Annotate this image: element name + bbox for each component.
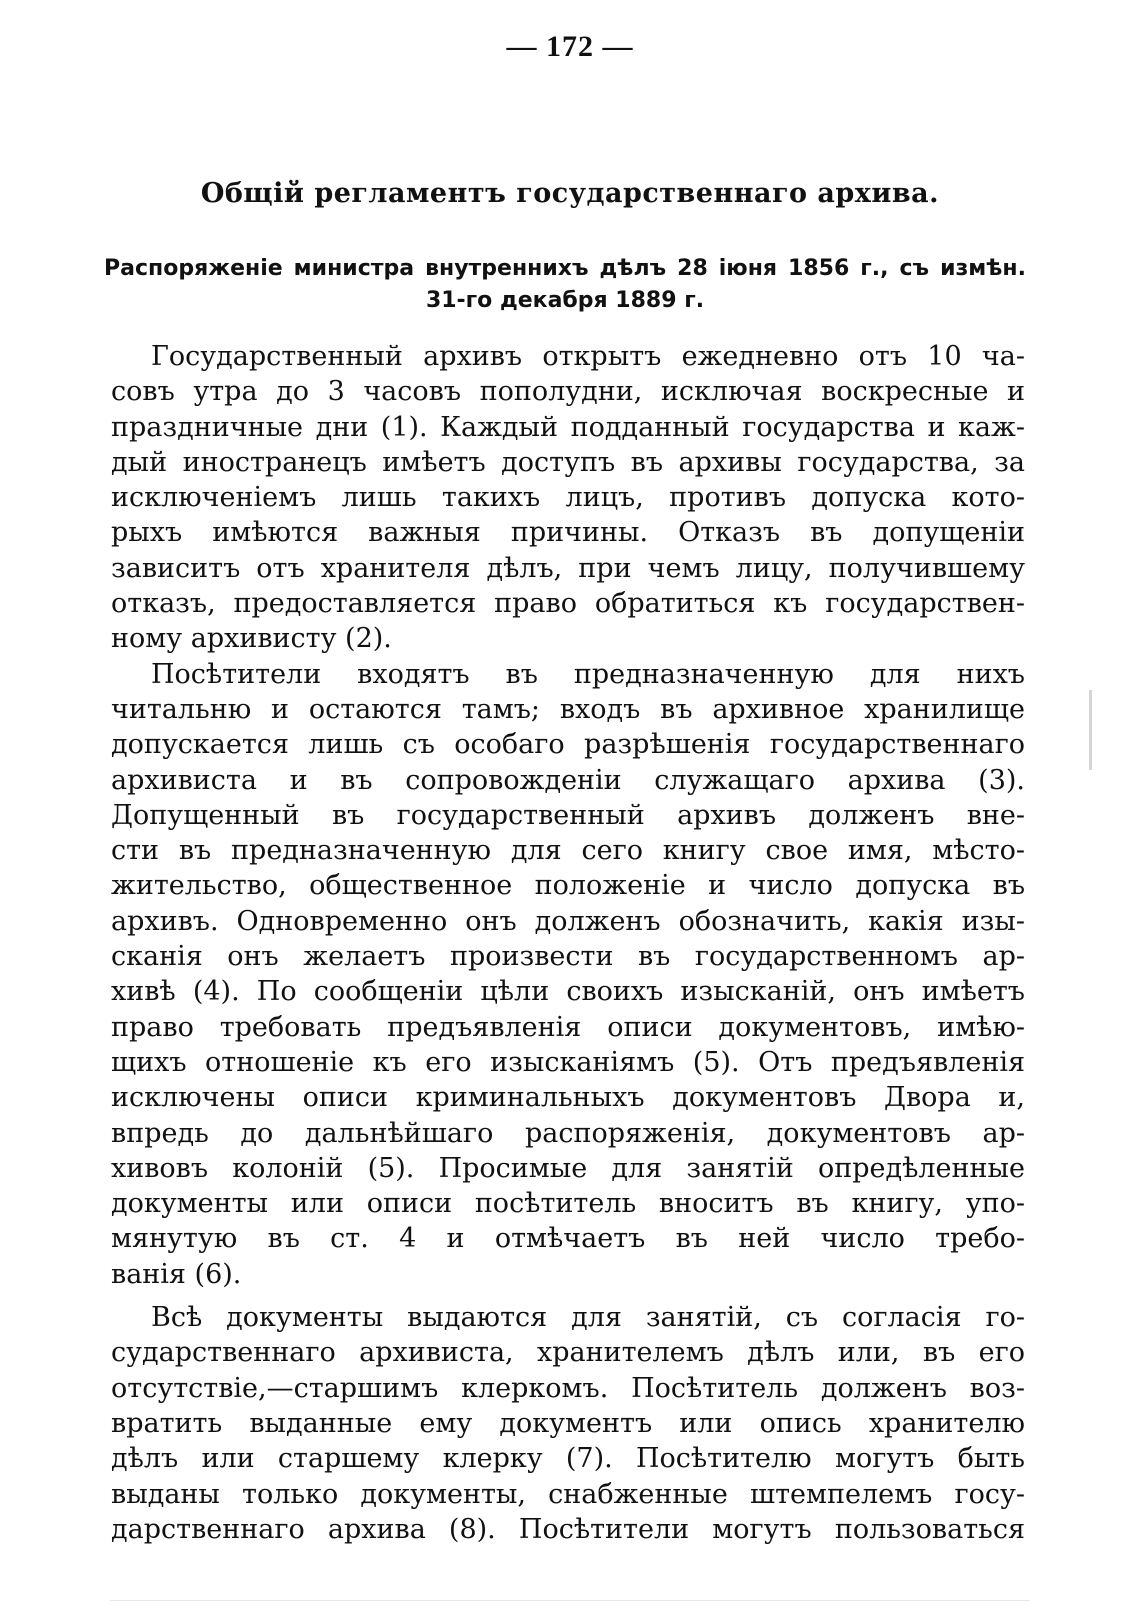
text-line: рыхъ имѣются важныя причины. Отказъ въ допущеніи: [111, 517, 1025, 549]
text-line: выданы только документы, снабженные штемпелемъ госу-: [111, 1478, 1025, 1510]
scan-artifact-mark: [1089, 690, 1092, 770]
text-line: Всѣ документы выдаются для занятій, съ согласія го-: [151, 1302, 1025, 1334]
subtitle-line: Распоряженіе министра внутреннихъ дѣлъ 28 іюня 1856 г., съ измѣн.: [104, 256, 1026, 281]
text-line: хивѣ (4). По сообщеніи цѣли своихъ изысканій, онъ имѣетъ: [111, 976, 1025, 1008]
text-line: архивъ. Одновременно онъ долженъ обозначить, какія изы-: [111, 905, 1025, 937]
text-line: отсутствіе,—старшимъ клеркомъ. Посѣтитель долженъ воз-: [111, 1372, 1025, 1404]
text-line: сканія онъ желаетъ произвести въ государственномъ ар-: [111, 941, 1025, 973]
text-line: право требовать предъявленія описи документовъ, имѣю-: [111, 1011, 1025, 1043]
text-line: дый иностранецъ имѣетъ доступъ въ архивы государства, за: [111, 446, 1025, 478]
text-line: Допущенный въ государственный архивъ долженъ вне-: [111, 799, 1025, 831]
page-number: — 172 —: [506, 30, 634, 63]
text-line: мянутую въ ст. 4 и отмѣчаетъ въ ней число требо-: [111, 1223, 1025, 1255]
text-line: совъ утра до 3 часовъ пополудни, исключая воскресные и: [111, 376, 1025, 408]
text-line: вратить выданные ему документъ или опись хранителю: [111, 1407, 1025, 1439]
text-line: документы или описи посѣтитель вноситъ въ книгу, упо-: [111, 1188, 1025, 1220]
text-line: праздничные дни (1). Каждый подданный государства и каж-: [111, 411, 1025, 443]
text-line: архивиста и въ сопровожденіи служащаго архива (3).: [111, 764, 1025, 796]
text-line: Посѣтители входятъ въ предназначенную для нихъ: [151, 658, 1025, 690]
text-line: дарственнаго архива (8). Посѣтители могутъ пользоваться: [111, 1513, 1025, 1545]
text-line: ванія (6).: [111, 1258, 242, 1290]
text-line: сти въ предназначенную для сего книгу свое имя, мѣсто-: [111, 835, 1025, 867]
text-line: хивовъ колоній (5). Просимые для занятій опредѣленные: [111, 1152, 1025, 1184]
text-line: Государственный архивъ открытъ ежедневно отъ 10 ча-: [151, 341, 1025, 372]
document-subtitle: [104, 253, 1026, 317]
paragraph: [111, 1300, 1025, 1547]
scan-artifact-line: [110, 1600, 1030, 1601]
text-line: сударственнаго архивиста, хранителемъ дѣлъ или, въ его: [111, 1337, 1025, 1369]
subtitle-line: 31-го декабря 1889 г.: [425, 288, 705, 313]
text-line: исключены описи криминальныхъ документовъ Двора и,: [111, 1082, 1025, 1114]
paragraph: [111, 657, 1025, 1292]
text-line: читальню и остаются тамъ; входъ въ архивное хранилище: [111, 693, 1025, 725]
text-line: исключеніемъ лишь такихъ лицъ, противъ допуска кото-: [111, 482, 1025, 514]
text-line: впредь до дальнѣйшаго распоряженія, документовъ ар-: [111, 1117, 1025, 1149]
text-line: зависитъ отъ хранителя дѣлъ, при чемъ лицу, получившему: [111, 552, 1025, 584]
document-title: Общій регламентъ государственнаго архива.: [200, 178, 940, 209]
text-line: ному архивисту (2).: [111, 623, 392, 655]
text-line: жительство, общественное положеніе и число допуска въ: [111, 870, 1025, 902]
text-line: отказъ, предоставляется право обратиться къ государствен-: [111, 588, 1025, 620]
text-line: дѣлъ или старшему клерку (7). Посѣтителю могутъ быть: [111, 1443, 1025, 1475]
body-text: [111, 339, 1025, 1547]
text-line: щихъ отношеніе къ его изысканіямъ (5). Отъ предъявленія: [111, 1046, 1025, 1078]
text-line: допускается лишь съ особаго разрѣшенія государственнаго: [111, 729, 1025, 761]
paragraph: [111, 339, 1025, 657]
